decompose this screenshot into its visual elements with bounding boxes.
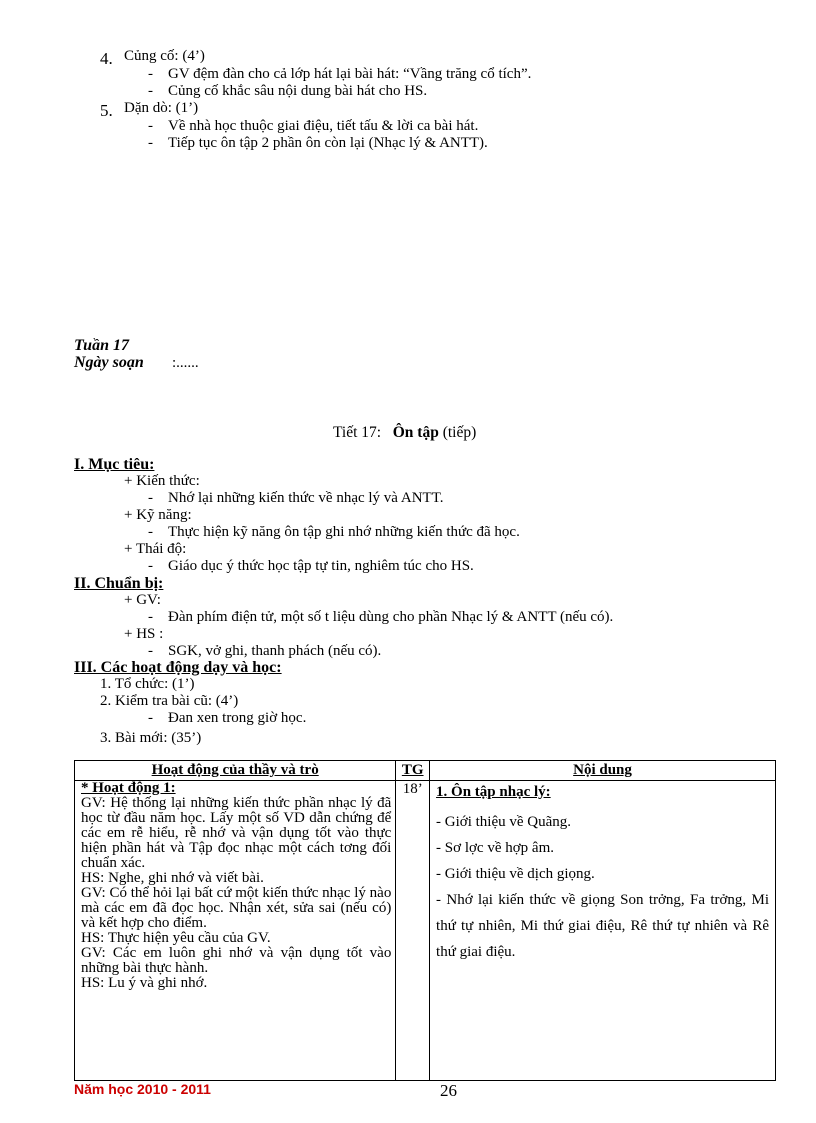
activity-line-6: HS: Lu ý và ghi nhớ. bbox=[81, 975, 208, 991]
step-2: 2. Kiểm tra bài cũ: (4’) bbox=[100, 693, 239, 709]
title-suffix: (tiếp) bbox=[442, 424, 477, 441]
section-2-heading: II. Chuẩn bị: bbox=[74, 575, 164, 592]
date-value: :...... bbox=[172, 355, 199, 371]
content-line-4: - Nhớ lại kiến thức về giọng Son trởng, Fa trởng, Mi thứ tự nhiên, Mi thứ giai điệu, Rê thứ tự nhiên và Rê thứ giai điệu. bbox=[436, 892, 769, 960]
step-3: 3. Bài mới: (35’) bbox=[100, 730, 202, 746]
lesson-table bbox=[74, 760, 776, 1081]
item-5-heading: Dặn dò: (1’) bbox=[124, 100, 199, 116]
item-5-line-2-text: Tiếp tục ôn tập 2 phần ôn còn lại (Nhạc lý & ANTT). bbox=[168, 135, 488, 151]
attitude-label: + Thái độ: bbox=[124, 541, 187, 557]
footer-school-year: Năm học 2010 - 2011 bbox=[74, 1081, 211, 1097]
section-3-heading: III. Các hoạt động dạy và học: bbox=[74, 659, 282, 676]
table-row bbox=[75, 781, 776, 1081]
activity-line-2: HS: Nghe, ghi nhớ và viết bài. bbox=[81, 870, 264, 886]
step-2-text: Đan xen trong giờ học. bbox=[168, 710, 307, 726]
date-label: Ngày soạn bbox=[74, 354, 144, 371]
activity-line-3: GV: Có thể hỏi lại bất cứ một kiến thức nhạc lý nào mà các em đã đọc học. Nhận xét, sửa sai (nếu có) và kết hợp cho điểm. bbox=[81, 885, 392, 931]
hs-line: - SGK, vở ghi, thanh phách (nếu có). bbox=[148, 643, 382, 659]
item-5-line-1-text: Về nhà học thuộc giai điệu, tiết tấu & lời ca bài hát. bbox=[168, 118, 479, 134]
gv-text: Đàn phím điện tử, một số t liệu dùng cho phần Nhạc lý & ANTT (nếu có). bbox=[168, 609, 614, 625]
skills-label: + Kỹ năng: bbox=[124, 507, 192, 523]
item-4-number: 4. bbox=[100, 49, 113, 68]
attitude-text: Giáo dục ý thức học tập tự tin, nghiêm túc cho HS. bbox=[168, 558, 474, 574]
gv-label: + GV: bbox=[124, 592, 161, 608]
step-2-line: - Đan xen trong giờ học. bbox=[148, 710, 307, 726]
content-line-1: - Giới thiệu về Quãng. bbox=[436, 814, 572, 830]
activity-heading: * Hoạt động 1: bbox=[81, 780, 176, 796]
content-cell bbox=[430, 781, 776, 1081]
table-header-row bbox=[75, 761, 776, 781]
header-activity: Hoạt động của thầy và trò bbox=[75, 761, 396, 781]
attitude-line: - Giáo dục ý thức học tập tự tin, nghiêm túc cho HS. bbox=[148, 558, 474, 574]
page-number: 26 bbox=[440, 1081, 457, 1100]
skills-line: - Thực hiện kỹ năng ôn tập ghi nhớ những kiến thức đã học. bbox=[148, 524, 520, 540]
activity-cell bbox=[75, 781, 396, 1081]
header-time: TG bbox=[396, 761, 430, 781]
item-5-line-2: - Tiếp tục ôn tập 2 phần ôn còn lại (Nhạc lý & ANTT). bbox=[148, 135, 488, 151]
title-prefix: Tiết 17: bbox=[333, 424, 382, 441]
hs-text: SGK, vở ghi, thanh phách (nếu có). bbox=[168, 643, 382, 659]
content-line-3: - Giới thiệu về dịch giọng. bbox=[436, 866, 595, 882]
item-4-line-1-text: GV đệm đàn cho cả lớp hát lại bài hát: “Vầng trăng cổ tích”. bbox=[168, 66, 532, 82]
item-5-number: 5. bbox=[100, 101, 113, 120]
activity-line-4: HS: Thực hiện yêu cầu của GV. bbox=[81, 930, 271, 946]
title-main: Ôn tập bbox=[392, 424, 439, 441]
item-4-line-2-text: Củng cố khắc sâu nội dung bài hát cho HS. bbox=[168, 83, 428, 99]
item-5-line-1: - Về nhà học thuộc giai điệu, tiết tấu & lời ca bài hát. bbox=[148, 118, 479, 134]
knowledge-text: Nhớ lại những kiến thức về nhạc lý và ANTT. bbox=[168, 490, 444, 506]
content-heading: 1. Ôn tập nhạc lý: bbox=[436, 784, 551, 800]
time-cell: 18’ bbox=[396, 781, 430, 1081]
knowledge-line: - Nhớ lại những kiến thức về nhạc lý và ANTT. bbox=[148, 490, 444, 506]
activity-line-5: GV: Các em luôn ghi nhớ và vận dụng tốt vào những bài thực hành. bbox=[81, 945, 392, 976]
lesson-title bbox=[333, 424, 476, 441]
knowledge-label: + Kiến thức: bbox=[124, 473, 200, 489]
content-line-2: - Sơ lợc về hợp âm. bbox=[436, 840, 554, 856]
item-4-line-2: - Củng cố khắc sâu nội dung bài hát cho HS. bbox=[148, 83, 428, 99]
hs-label: + HS : bbox=[124, 626, 164, 642]
step-1: 1. Tổ chức: (1’) bbox=[100, 676, 195, 692]
gv-line: - Đàn phím điện tử, một số t liệu dùng cho phần Nhạc lý & ANTT (nếu có). bbox=[148, 609, 614, 625]
activity-line-1: GV: Hệ thống lại những kiến thức phần nhạc lý đã học từ đầu năm học. Lấy một số VD dẫn chứng để các em rễ hiểu, rễ nhớ và vận dụng tốt vào thực hiện phần hát và Tập đọc nhạc một cách tơng đối chuẩn xác. bbox=[81, 795, 392, 871]
item-4-heading: Củng cố: (4’) bbox=[124, 48, 205, 64]
header-content: Nội dung bbox=[430, 761, 776, 781]
week-label: Tuần 17 bbox=[74, 337, 129, 354]
section-1-heading: I. Mục tiêu: bbox=[74, 456, 155, 473]
item-4-line-1: - GV đệm đàn cho cả lớp hát lại bài hát: “Vầng trăng cổ tích”. bbox=[148, 66, 532, 82]
skills-text: Thực hiện kỹ năng ôn tập ghi nhớ những kiến thức đã học. bbox=[168, 524, 520, 540]
